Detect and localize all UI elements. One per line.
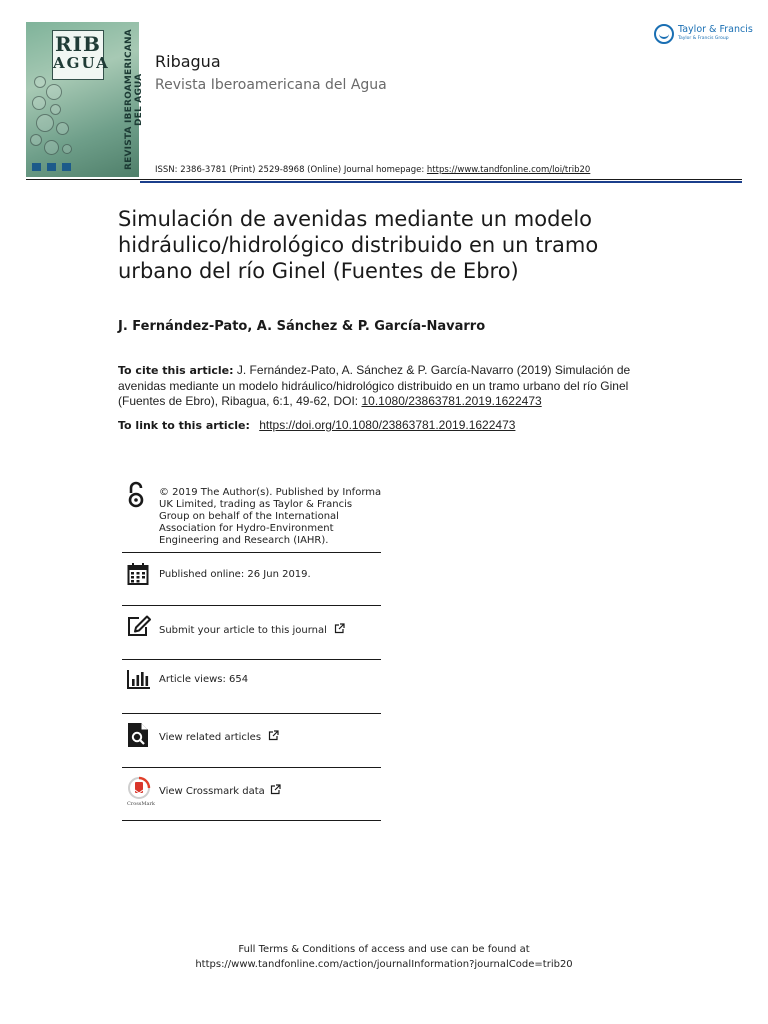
cover-vertical-text: REVISTA IBEROAMERICANA DEL AGUA — [124, 29, 144, 171]
header-accent-bar — [140, 181, 742, 183]
open-access-row — [122, 478, 381, 553]
footer-line1: Full Terms & Conditions of access and use can be found at — [238, 944, 530, 955]
related-row[interactable] — [122, 714, 381, 768]
journal-homepage-link[interactable]: https://www.tandfonline.com/loi/trib20 — [426, 165, 591, 175]
published-date: Published online: 26 Jun 2019. — [159, 569, 311, 580]
crossmark-logo-text: CrossMark — [127, 801, 155, 807]
crossmark-label: View Crossmark data — [159, 786, 265, 797]
citation-block — [118, 363, 638, 410]
article-info-box — [122, 478, 381, 821]
article-views: Article views: 654 — [159, 674, 249, 685]
submit-article-link[interactable] — [159, 623, 345, 636]
issn-text: ISSN: 2386-3781 (Print) 2529-8968 (Online) Journal homepage: — [155, 165, 425, 175]
footer-terms-link[interactable]: https://www.tandfonline.com/action/journalInformation?journalCode=trib20 — [195, 959, 573, 970]
cover-title — [52, 30, 110, 80]
citation-doi-link[interactable]: 10.1080/23863781.2019.1622473 — [361, 394, 542, 408]
external-link-icon — [334, 623, 345, 634]
citation-text: J. Fernández-Pato, A. Sánchez & P. García-Navarro (2019) Simulación de avenidas mediante un modelo hidráulico/hidrológico distribuido en un tramo urbano del río Ginel (Fuentes de Ebro), Ribagua, 6:1, 49-62, DOI: — [118, 363, 631, 408]
article-title: Simulación de avenidas mediante un modelo hidráulico/hidrológico distribuido en un tramo urbano del río Ginel (Fuentes de Ebro) — [118, 207, 599, 283]
cover-title-line2: AGUA — [53, 54, 110, 72]
view-related-articles-link[interactable] — [159, 730, 279, 743]
cover-logos — [32, 163, 71, 171]
header-divider — [26, 179, 742, 180]
crossmark-row[interactable] — [122, 768, 381, 821]
submit-article-label: Submit your article to this journal — [159, 625, 327, 636]
published-row — [122, 553, 381, 606]
calendar-icon — [127, 562, 149, 590]
open-access-text: © 2019 The Author(s). Published by Informa UK Limited, trading as Taylor & Francis Group on behalf of the International Association for Hydro-Environment Engineering and Research (IAHR). — [159, 487, 382, 546]
view-crossmark-link[interactable] — [159, 784, 281, 797]
bar-chart-icon — [127, 669, 151, 693]
publisher-logo[interactable] — [654, 22, 754, 48]
tf-logo-icon — [654, 24, 674, 44]
submit-row[interactable] — [122, 606, 381, 660]
publisher-group: Taylor & Francis Group — [678, 36, 729, 41]
article-link-line — [118, 418, 678, 432]
open-access-icon — [127, 481, 145, 513]
link-label: To link to this article: — [118, 419, 250, 432]
cover-bubbles — [30, 74, 100, 164]
views-row — [122, 660, 381, 714]
publisher-name: Taylor & Francis — [678, 24, 753, 35]
journal-name: Ribagua — [155, 52, 221, 71]
article-doi-link[interactable]: https://doi.org/10.1080/23863781.2019.1622473 — [259, 418, 516, 432]
edit-icon — [127, 615, 151, 641]
related-articles-label: View related articles — [159, 732, 262, 743]
citation-label: To cite this article: — [118, 364, 234, 377]
terms-footer — [0, 942, 768, 972]
external-link-icon — [270, 784, 281, 795]
journal-cover-image — [26, 22, 144, 177]
journal-subtitle: Revista Iberoamericana del Agua — [155, 77, 387, 93]
cover-title-line1: RIB — [55, 32, 101, 56]
document-search-icon — [127, 722, 149, 752]
external-link-icon — [268, 730, 279, 741]
article-authors: J. Fernández-Pato, A. Sánchez & P. García-Navarro — [118, 319, 486, 334]
issn-line — [155, 165, 590, 175]
